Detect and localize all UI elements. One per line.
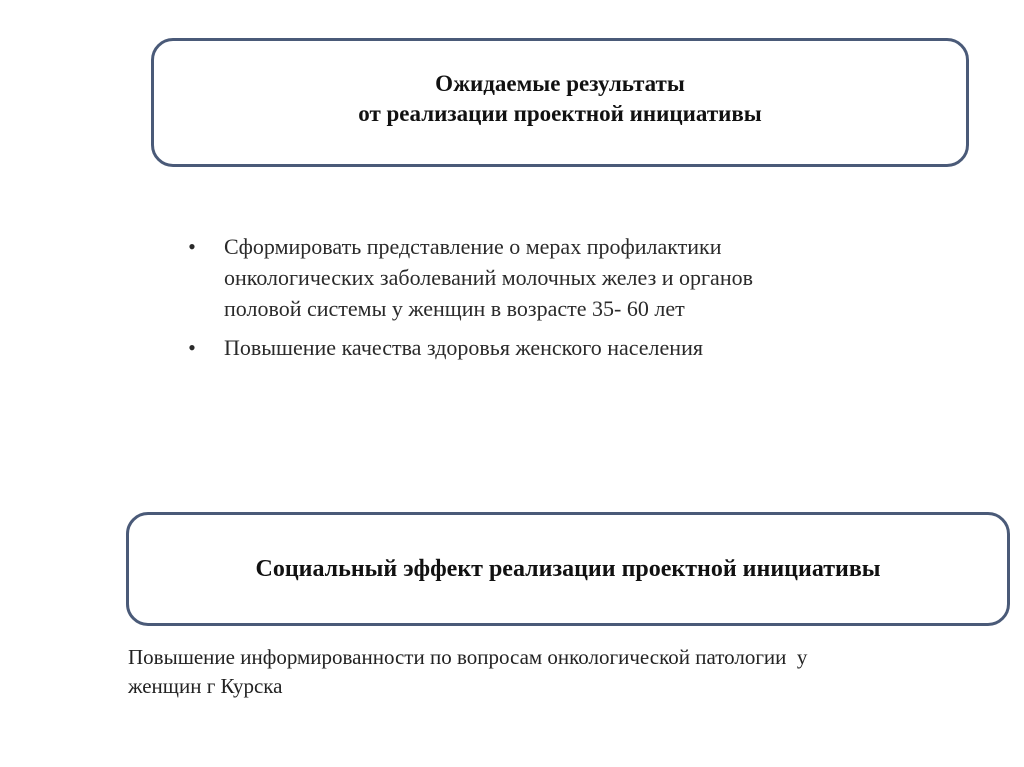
bullet-marker: • [188, 335, 196, 360]
list-item [182, 332, 902, 363]
social-effect-line1: Повышение информированности по вопросам онкологической патологии у [128, 645, 808, 669]
list-item [182, 231, 902, 324]
social-effect-title: Социальный эффект реализации проектной инициативы [255, 555, 881, 582]
expected-results-list [182, 231, 902, 371]
social-effect-description [128, 643, 988, 701]
expected-results-title-line1: Ожидаемые результаты [435, 70, 685, 96]
social-effect-line2: женщин г Курска [128, 674, 283, 698]
bullet-1-line1: Сформировать представление о мерах профилактики [224, 234, 722, 259]
bullet-2-line1: Повышение качества здоровья женского населения [224, 335, 703, 360]
bullet-1-line2: онкологических заболеваний молочных желез и органов [224, 265, 753, 290]
social-effect-header-box [126, 512, 1010, 626]
expected-results-title-line2: от реализации проектной инициативы [358, 100, 762, 126]
bullet-1-line3: половой системы у женщин в возрасте 35- 60 лет [224, 296, 685, 321]
bullet-marker: • [188, 234, 196, 259]
expected-results-header-box [151, 38, 969, 167]
